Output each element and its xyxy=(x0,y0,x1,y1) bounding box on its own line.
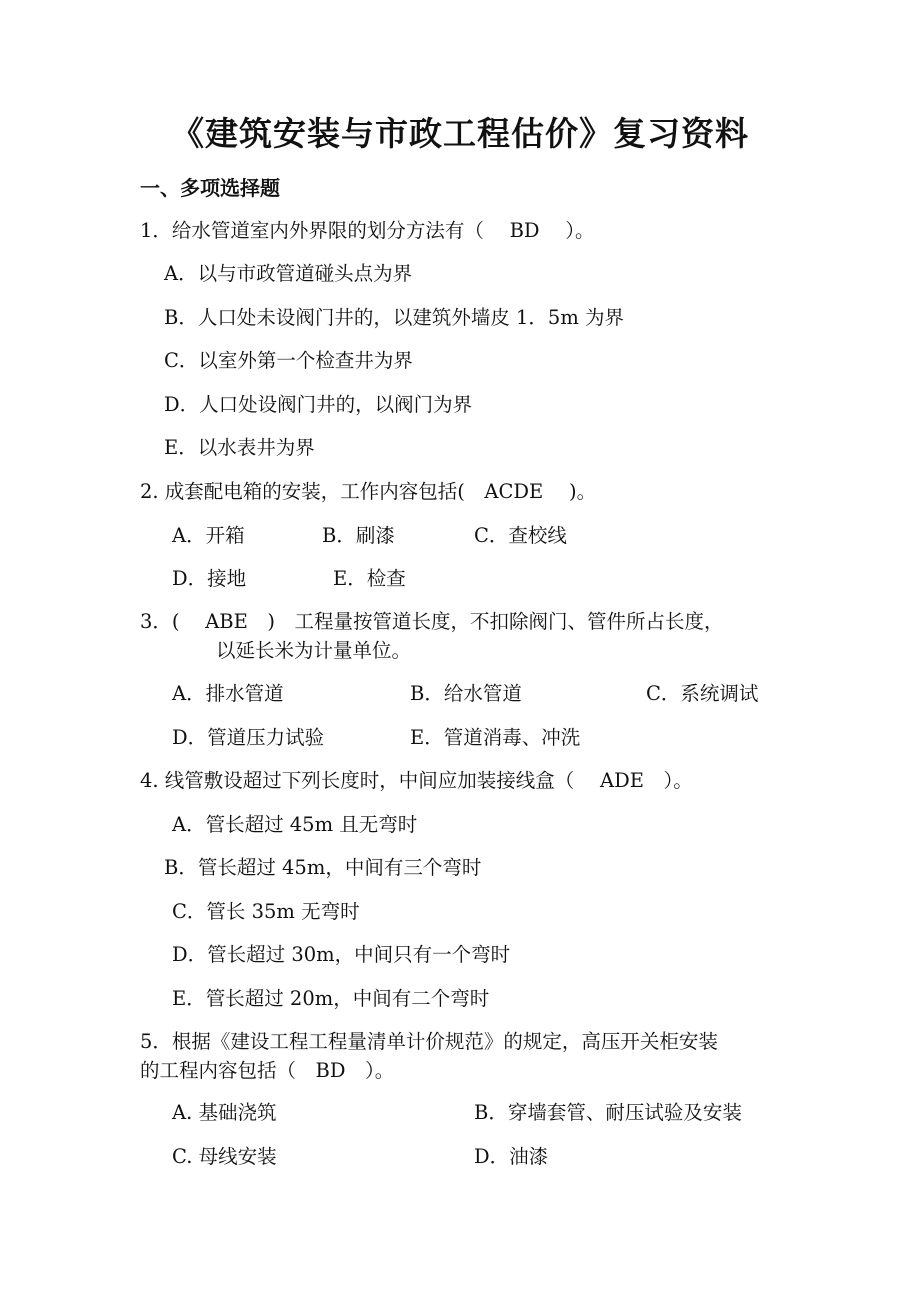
question-2-option-b: B．刷漆 xyxy=(322,524,395,547)
question-4-option-b: B．管长超过 45m，中间有三个弯时 xyxy=(164,856,482,879)
question-3-option-e: E．管道消毒、冲洗 xyxy=(410,726,581,749)
question-2-option-d: D．接地 xyxy=(172,567,247,590)
question-5-stem-line1: 5．根据《建设工程工程量清单计价规范》的规定，高压开关柜安装 xyxy=(140,1030,718,1053)
question-4-stem: 4. 线管敷设超过下列长度时，中间应加装接线盒（ ADE ）。 xyxy=(140,769,693,792)
question-2-stem: 2. 成套配电箱的安装，工作内容包括( ACDE )。 xyxy=(140,480,597,503)
question-5-option-b: B．穿墙套管、耐压试验及安装 xyxy=(474,1101,742,1124)
question-3-stem-line2: 以延长米为计量单位。 xyxy=(216,639,412,662)
question-3-option-a: A．排水管道 xyxy=(172,682,284,705)
question-4-option-e: E．管长超过 20m，中间有二个弯时 xyxy=(172,987,490,1010)
section-heading: 一、多项选择题 xyxy=(140,176,280,200)
question-1-option-b: B．人口处未设阀门井的，以建筑外墙皮 1．5m 为界 xyxy=(164,306,625,329)
question-1-option-d: D．人口处设阀门井的，以阀门为界 xyxy=(164,393,473,416)
question-5-option-a: A. 基础浇筑 xyxy=(172,1101,277,1124)
question-2-option-e: E．检查 xyxy=(333,567,406,590)
question-1-option-e: E．以水表井为界 xyxy=(164,436,315,459)
question-3-option-d: D．管道压力试验 xyxy=(172,726,325,749)
question-5-stem-line2: 的工程内容包括（ BD ）。 xyxy=(140,1059,395,1082)
question-3-stem-line1: 3．( ABE ) 工程量按管道长度，不扣除阀门、管件所占长度， xyxy=(140,610,724,633)
question-4-option-c: C．管长 35m 无弯时 xyxy=(172,900,360,923)
document-title: 《建筑安装与市政工程估价》复习资料 xyxy=(171,114,749,153)
question-2-option-c: C．查校线 xyxy=(474,524,567,547)
question-1-option-a: A．以与市政管道碰头点为界 xyxy=(164,262,413,285)
question-4-option-d: D．管长超过 30m，中间只有一个弯时 xyxy=(172,943,511,966)
question-1-stem: 1．给水管道室内外界限的划分方法有（ BD ）。 xyxy=(140,219,595,242)
question-3-option-b: B．给水管道 xyxy=(410,682,522,705)
question-5-option-d: D．油漆 xyxy=(474,1145,549,1168)
question-5-option-c: C. 母线安装 xyxy=(172,1145,277,1168)
question-2-option-a: A．开箱 xyxy=(172,524,245,547)
question-1-option-c: C．以室外第一个检查井为界 xyxy=(164,349,413,372)
question-3-option-c: C．系统调试 xyxy=(646,682,759,705)
question-4-option-a: A．管长超过 45m 且无弯时 xyxy=(172,813,418,836)
